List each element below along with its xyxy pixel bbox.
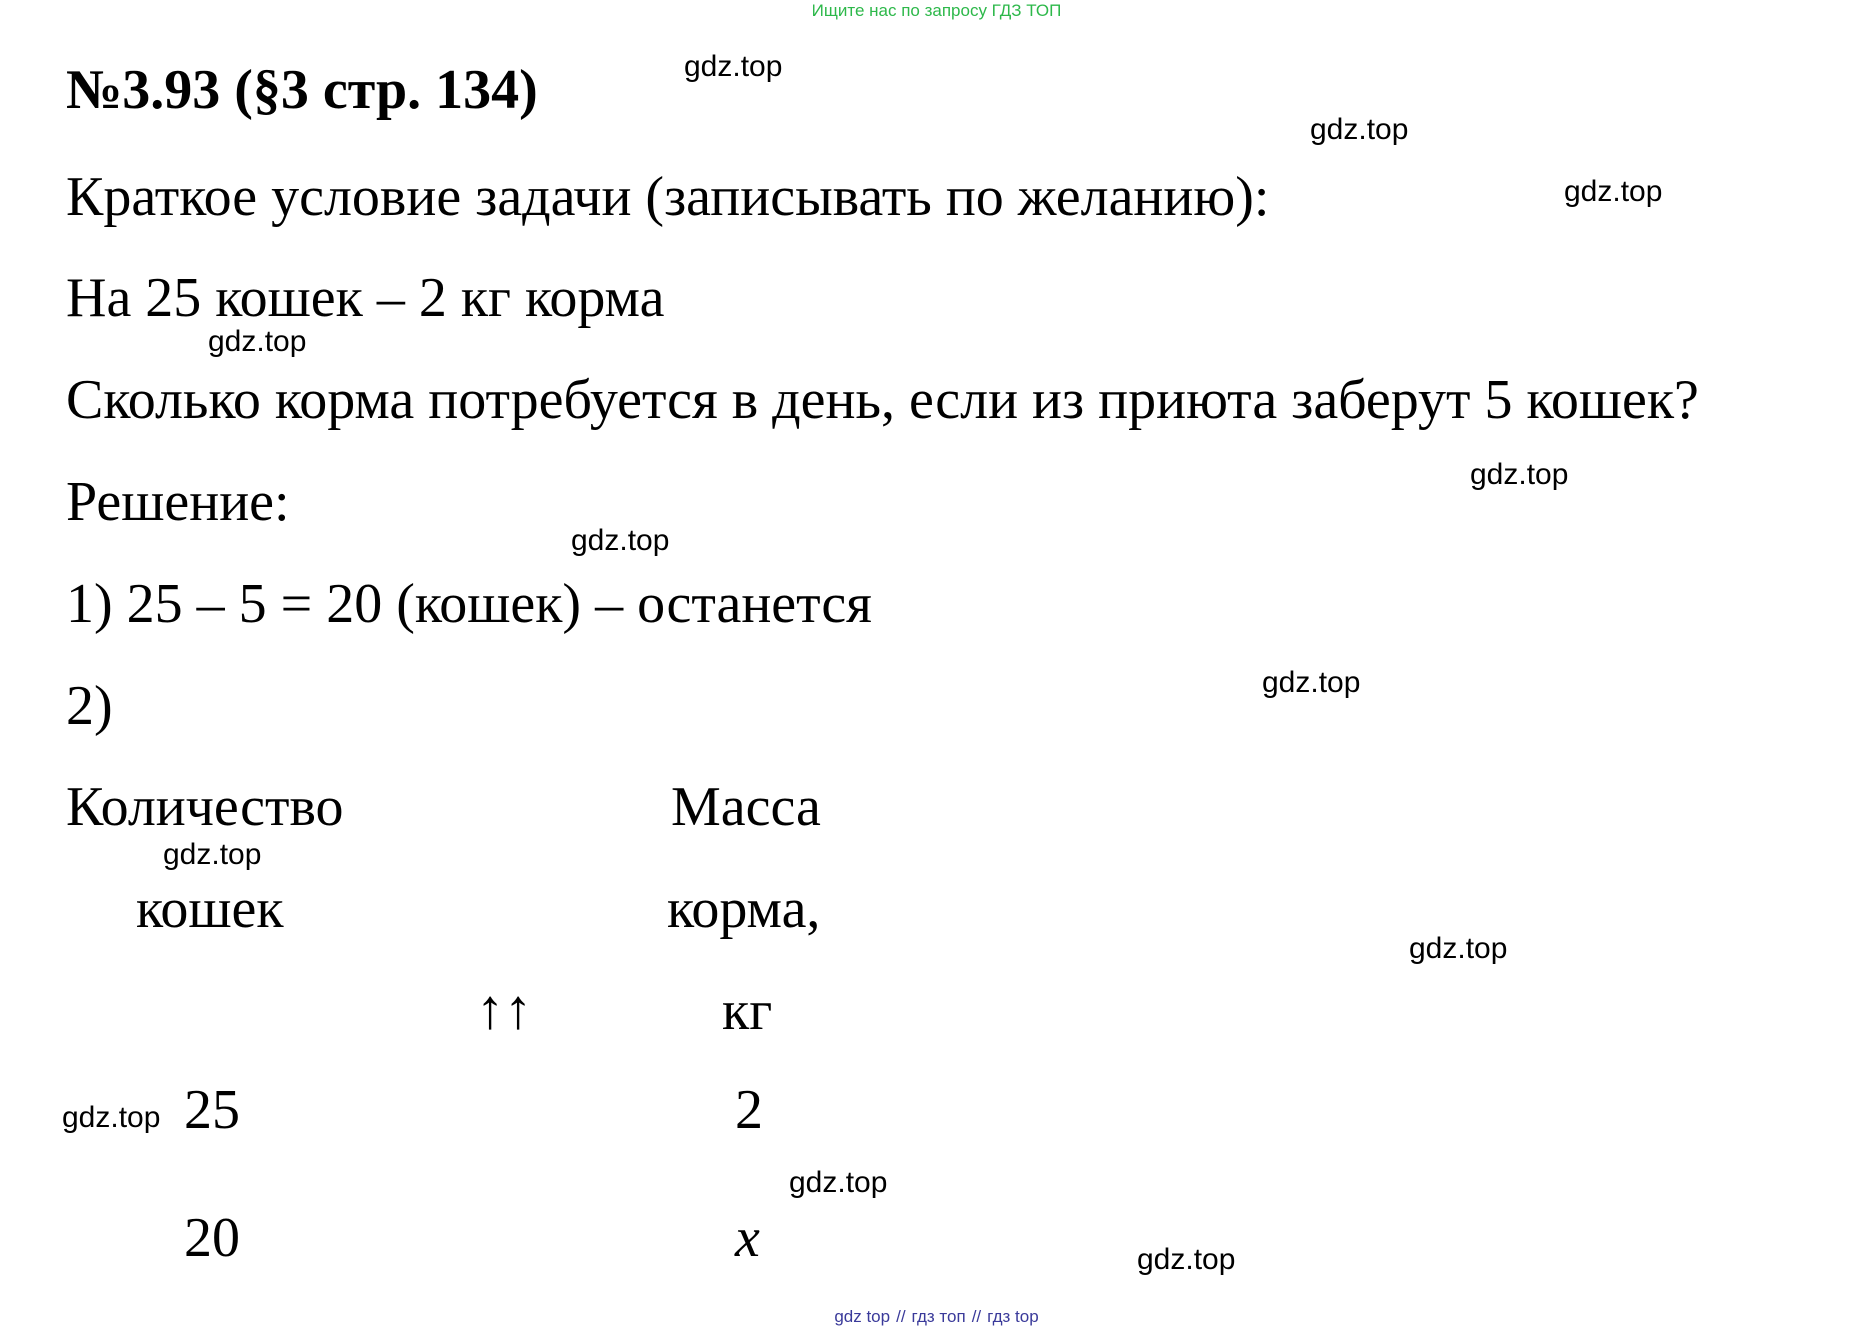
watermark: gdz.top	[1409, 932, 1508, 965]
condition-heading: Краткое условие задачи (записывать по желанию):	[66, 166, 1270, 228]
footer-separator: //	[971, 1307, 982, 1326]
col1-header-line1: Количество	[66, 776, 344, 838]
solution-step-1: 1) 25 – 5 = 20 (кошек) – останется	[66, 573, 872, 635]
watermark: gdz.top	[62, 1101, 161, 1134]
row2-mass-unknown: x	[735, 1207, 760, 1269]
footer-link-gdz-top[interactable]: gdz top	[834, 1307, 891, 1326]
condition-line: На 25 кошек – 2 кг корма	[66, 267, 665, 329]
row2-cats-value: 20	[184, 1207, 240, 1269]
watermark: gdz.top	[571, 524, 670, 557]
watermark: gdz.top	[789, 1166, 888, 1199]
watermark: gdz.top	[1137, 1243, 1236, 1276]
top-banner[interactable]	[0, 0, 1873, 22]
solution-heading: Решение:	[66, 471, 290, 533]
watermark: gdz.top	[1262, 666, 1361, 699]
banner-text[interactable]: Ищите нас по запросу ГДЗ ТОП	[811, 1, 1062, 20]
row1-mass-value: 2	[735, 1079, 763, 1141]
watermark: gdz.top	[684, 50, 783, 83]
page-title: №3.93 (§3 стр. 134)	[66, 59, 538, 121]
row1-cats-value: 25	[184, 1079, 240, 1141]
solution-step-2: 2)	[66, 675, 113, 737]
watermark: gdz.top	[1564, 175, 1663, 208]
question-text: Сколько корма потребуется в день, если из приюта заберут 5 кошек?	[66, 369, 1699, 431]
watermark: gdz.top	[1470, 458, 1569, 491]
col2-header-line1: Масса	[671, 776, 821, 838]
footer-link-gdz-top-ru[interactable]: гдз топ	[911, 1307, 966, 1326]
watermark: gdz.top	[208, 325, 307, 358]
watermark: gdz.top	[163, 838, 262, 871]
col2-header-line3: кг	[722, 980, 773, 1042]
footer-separator: //	[896, 1307, 906, 1326]
footer-link-gdz-top-mixed[interactable]: гдз top	[987, 1307, 1039, 1326]
col2-header-line2: корма,	[667, 878, 821, 940]
watermark: gdz.top	[1310, 113, 1409, 146]
col1-header-line2: кошек	[136, 878, 284, 940]
footer-links	[0, 1307, 1873, 1327]
direct-proportion-arrows-icon: ↑↑	[476, 979, 532, 1041]
